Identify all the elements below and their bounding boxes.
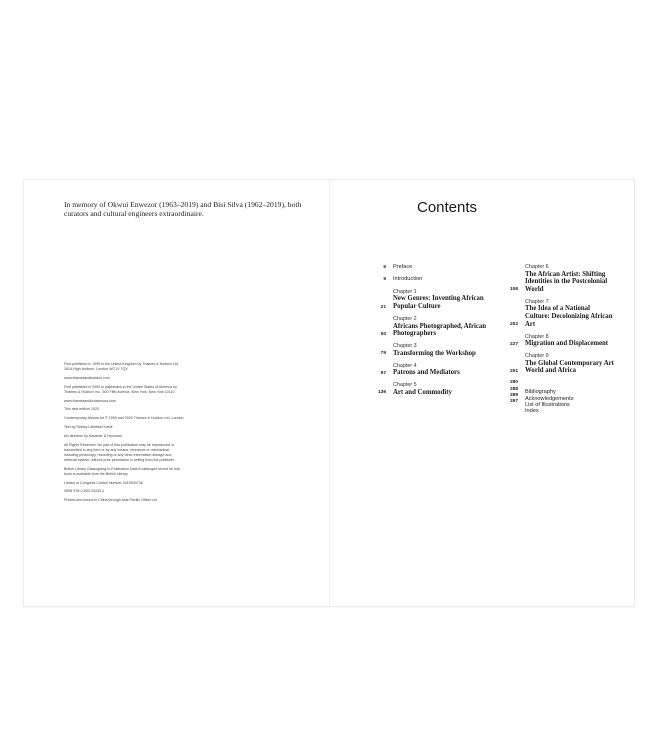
- toc-title: Transforming the Workshop: [393, 349, 476, 357]
- toc-entry-index[interactable]: [506, 399, 616, 415]
- toc-page-number: 289: [509, 392, 518, 398]
- toc-entry-introduction[interactable]: [374, 276, 494, 283]
- imprint-line: Text by Sidney Littlefield Kasfir: [64, 425, 113, 430]
- imprint-line: Printed and bound in China through Asia Pacific Offset Ltd: [64, 498, 157, 503]
- toc-title: Patrons and Mediators: [393, 369, 460, 377]
- dedication-text: In memory of Okwui Enwezor (1963–2019) and Bisi Silva (1962–2019), both curators and cultural engineers extraordinaire.: [64, 200, 302, 219]
- toc-page-number: 9: [383, 276, 386, 282]
- toc-title: Index: [525, 408, 539, 415]
- toc-page-number: 202: [509, 322, 518, 328]
- toc-chapter-label: Chapter 3: [393, 343, 417, 350]
- toc-page-number: 136: [377, 390, 386, 396]
- toc-entry-chapter-8[interactable]: [506, 334, 616, 348]
- toc-title: Africans Photographed, African Photographers: [393, 322, 487, 338]
- toc-entry-chapter-3[interactable]: [374, 343, 494, 357]
- toc-page-number: 50: [380, 331, 386, 337]
- toc-entry-chapter-5[interactable]: [374, 382, 494, 396]
- imprint-line: www.thamesandhudson.com: [64, 375, 110, 380]
- toc-title: Migration and Displacement: [525, 340, 609, 348]
- book-spread: [24, 180, 634, 606]
- right-page: [329, 180, 634, 606]
- imprint-block: [64, 362, 184, 507]
- toc-title: Acknowledgements: [525, 395, 574, 402]
- toc-chapter-label: Chapter 7: [525, 298, 549, 305]
- imprint-line: Library of Congress Control Number 2019940728: [64, 480, 143, 485]
- toc-title: New Genres: Inventing African Popular Culture: [393, 295, 484, 310]
- toc-page-number: 79: [380, 351, 386, 357]
- toc-chapter-label: Chapter 8: [525, 333, 549, 340]
- toc-title: Introduction: [393, 276, 423, 283]
- toc-entry-chapter-4[interactable]: [374, 363, 494, 377]
- imprint-line: Contemporary African Art © 1999 and 2020 Thames & Hudson Ltd, London: [64, 416, 184, 421]
- toc-entry-chapter-9[interactable]: [506, 353, 616, 375]
- toc-title: The Idea of a National Culture: Decolonizing African Art: [525, 305, 613, 328]
- toc-title: The African Artist: Shifting Identities in the Postcolonial World: [525, 270, 608, 293]
- toc-entry-chapter-2[interactable]: [374, 316, 494, 338]
- toc-chapter-label: Chapter 9: [525, 353, 549, 360]
- toc-page-number: 97: [380, 370, 386, 376]
- toc-title: Art and Commodity: [393, 388, 452, 396]
- toc-chapter-label: Chapter 6: [525, 264, 549, 270]
- toc-page-number: 21: [380, 304, 386, 310]
- imprint-line: First published in 1999 in the United Kingdom by Thames & Hudson Ltd, 181A High Holborn, London WC1V 7QX: [64, 362, 179, 371]
- toc-chapter-label: Chapter 5: [393, 382, 417, 389]
- contents-title: Contents: [417, 199, 478, 216]
- toc-page-number: 251: [509, 368, 518, 374]
- toc-title: Bibliography: [525, 389, 556, 396]
- imprint-line: British Library Cataloguing-in-Publication Data A catalogue record for this book is available from the British Library: [64, 466, 181, 476]
- toc-chapter-label: Chapter 1: [393, 288, 417, 295]
- toc-page-number: 297: [509, 399, 518, 405]
- toc-chapter-label: Chapter 2: [393, 315, 417, 322]
- imprint-line: First published in 2000 in paperback in the United States of America by Thames & Hudson Inc., 500 Fifth Avenue, New York, New York 10110: [64, 384, 177, 394]
- toc-entry-preface[interactable]: [374, 264, 494, 271]
- toc-title: Preface: [393, 264, 413, 270]
- toc-column-right: [506, 264, 616, 415]
- toc-page-number: 288: [509, 386, 518, 392]
- toc-page-number: 227: [509, 341, 518, 347]
- toc-column-left: [374, 264, 494, 402]
- toc-title: The Global Contemporary Art World and Africa: [525, 359, 614, 375]
- imprint-line: ISBN 978-0-500-20433-1: [64, 489, 105, 494]
- toc-title: List of Illustrations: [525, 401, 570, 408]
- imprint-line: www.thamesandhudsonusa.com: [64, 398, 116, 403]
- toc-chapter-label: Chapter 4: [393, 362, 417, 369]
- back-matter-list: [506, 380, 616, 415]
- imprint-line: Art direction by Karamer & Hoorman: [64, 434, 122, 439]
- toc-entry-chapter-1[interactable]: [374, 289, 494, 311]
- toc-entry-chapter-6[interactable]: [506, 264, 616, 293]
- imprint-line: All Rights Reserved. No part of this publication may be reproduced or transmitted in any form or by any means, electronic or mechanical, including photocopy, recording or any other information storage and retrieval system, without prior permission in writing from the publisher.: [64, 443, 175, 462]
- toc-page-number: 280: [509, 380, 518, 386]
- toc-entry-chapter-7[interactable]: [506, 299, 616, 328]
- left-page: [24, 180, 329, 606]
- toc-page-number: 6: [383, 264, 386, 270]
- toc-page-number: 158: [509, 287, 518, 293]
- imprint-line: This new edition 2020: [64, 407, 99, 412]
